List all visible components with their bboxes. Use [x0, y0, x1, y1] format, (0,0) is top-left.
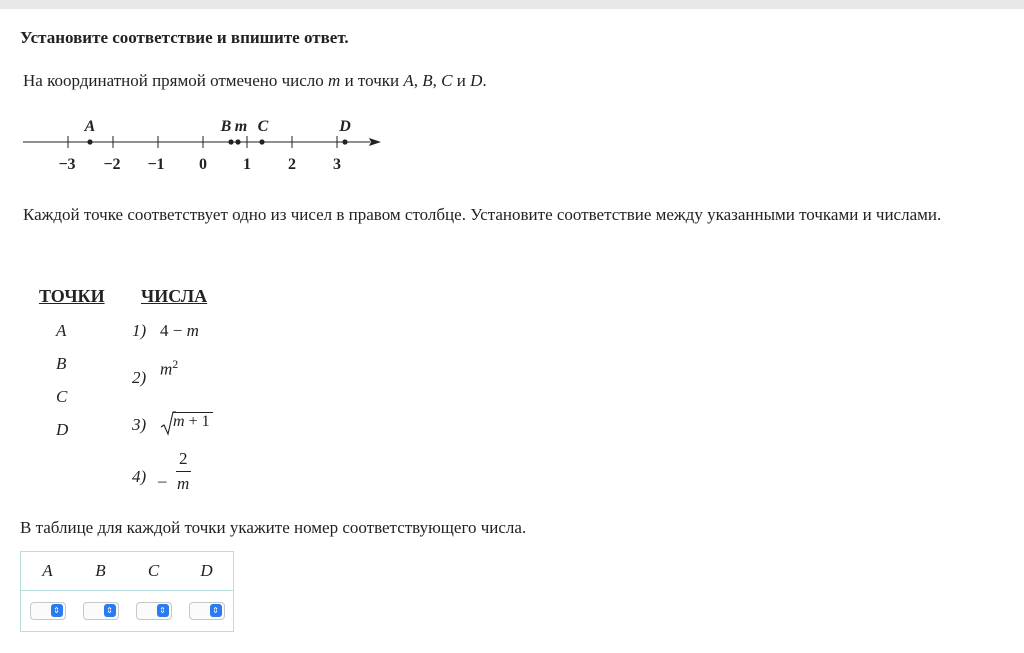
answer-select-d[interactable] [189, 602, 225, 620]
intro-text: На координатной прямой отмечено число [23, 71, 329, 90]
point-a-dot [87, 139, 92, 144]
answer-cell-c [127, 591, 180, 632]
tick-label: −1 [147, 156, 165, 173]
expr-text: 4 − [160, 321, 187, 340]
number-line-arrow [369, 138, 381, 146]
select-updown-icon: ⇕ [210, 604, 222, 617]
instruction-text: В таблице для каждой точки укажите номер соответствующего числа. [20, 518, 527, 537]
point-c-label: C [257, 118, 269, 135]
tick-label: −3 [58, 156, 76, 173]
answer-select-b[interactable] [83, 602, 119, 620]
select-updown-icon: ⇕ [157, 604, 169, 617]
answer-header-b: B [74, 552, 127, 591]
answer-table [20, 551, 234, 632]
tick-label: 2 [288, 156, 296, 173]
point-d-dot [342, 139, 347, 144]
fraction-numerator: 2 [179, 449, 188, 468]
task-text: Каждой точке соответствует одно из чисел в правом столбце. Установите соответствие между указанными точками и числами. [23, 205, 942, 224]
answer-cell-a [21, 591, 75, 632]
select-updown-icon: ⇕ [104, 604, 116, 617]
number-index-4: 4) [132, 467, 147, 486]
point-d-label: D [339, 118, 351, 135]
answer-select-row [21, 591, 234, 632]
tick-label: 3 [333, 156, 341, 173]
point-m-dot [235, 139, 240, 144]
expr-exponent: 2 [172, 357, 179, 371]
point-label-a: A [56, 321, 67, 340]
answer-cell-b [74, 591, 127, 632]
answer-select-a[interactable] [30, 602, 66, 620]
intro-period: . [482, 71, 487, 90]
tick-label: 1 [243, 156, 251, 173]
number-index-1: 1) [132, 321, 147, 340]
intro-point-d: D [470, 71, 483, 90]
intro-comma: , [432, 71, 442, 90]
expr-text: + 1 [184, 413, 210, 430]
task-intro [23, 71, 487, 91]
expr-var-m: m [173, 413, 185, 430]
intro-point-b: B [422, 71, 433, 90]
answer-header-row [21, 552, 234, 591]
points-column-header: ТОЧКИ [39, 286, 105, 306]
answer-header-d: D [180, 552, 234, 591]
numbers-column-header: ЧИСЛА [141, 286, 208, 306]
point-c-dot [259, 139, 264, 144]
point-label-b: B [56, 354, 67, 373]
number-index-3: 3) [132, 415, 147, 434]
intro-text: и точки [340, 71, 404, 90]
task-title: Установите соответствие и впишите ответ. [20, 28, 349, 47]
answer-header-c: C [127, 552, 180, 591]
number-index-2: 2) [132, 368, 147, 387]
fraction-bar [176, 471, 191, 472]
fraction-denominator: m [177, 474, 190, 493]
tick-label: 0 [199, 156, 207, 173]
point-b-dot [228, 139, 233, 144]
top-bar [0, 0, 1024, 9]
point-b-label: B [220, 118, 232, 135]
expression-3 [160, 410, 220, 440]
select-updown-icon: ⇕ [51, 604, 63, 617]
intro-comma: , [413, 71, 423, 90]
intro-point-a: A [403, 71, 414, 90]
point-label-d: D [56, 420, 69, 439]
expr-minus: – [158, 471, 167, 490]
point-label-c: C [56, 387, 68, 406]
expression-2 [160, 357, 178, 380]
answer-cell-d [180, 591, 234, 632]
intro-text: и [452, 71, 471, 90]
point-m-label: m [234, 118, 248, 135]
intro-point-c: C [441, 71, 453, 90]
expression-4 [158, 449, 198, 495]
answer-header-a: A [21, 552, 75, 591]
expression-1 [160, 321, 199, 341]
expr-var-m: m [160, 359, 173, 379]
point-a-label: A [84, 118, 96, 135]
expr-var-m: m [186, 321, 199, 340]
tick-label: −2 [103, 156, 121, 173]
intro-var-m: m [328, 71, 341, 90]
number-line [18, 112, 388, 174]
sqrt-radicand [173, 413, 210, 431]
answer-select-c[interactable] [136, 602, 172, 620]
